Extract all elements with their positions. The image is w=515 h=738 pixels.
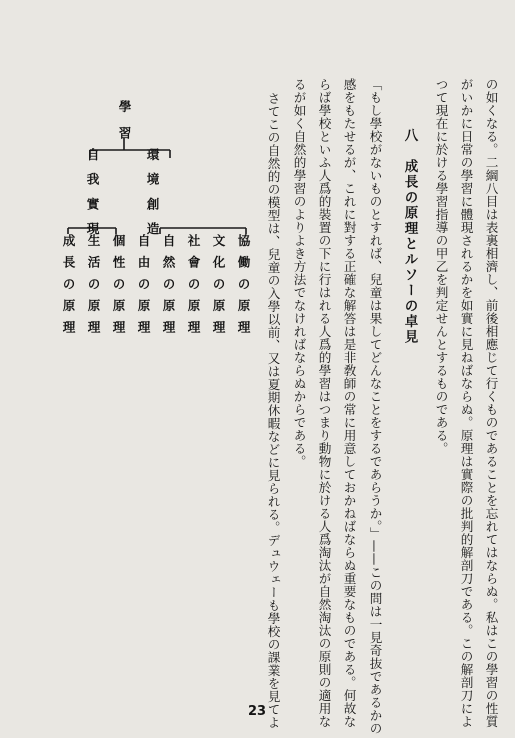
diagram-principle: 生活の原理 bbox=[85, 234, 101, 342]
text-line: 感をもたせるが、これに對する正確な解答は是非敎師の常に用意しておかねばならぬ重要なものである。何故な bbox=[341, 78, 357, 728]
diagram-principle: 自然の原理 bbox=[160, 234, 176, 342]
text-line: るが如く自然的學習のよりよき方法でなければならぬからである。 bbox=[291, 78, 307, 468]
diagram-group-right: 自我實現 bbox=[84, 148, 100, 247]
text-line: つて現在に於ける學習指導の甲乙を判定せんとするものである。 bbox=[433, 78, 449, 455]
text-line: らば學校といふ人爲的裝置の下に行はれる人爲的學習はつまり動物に於ける人爲淘汰が自然淘汰の原則の適用な bbox=[316, 78, 332, 728]
text-line: さてこの自然的の模型は、兒童の入學以前、又は夏期休暇などに見られる。デュウェーも學校の課業を見てよ bbox=[265, 92, 281, 729]
diagram-principle: 自由の原理 bbox=[135, 234, 151, 342]
diagram-principle: 協働の原理 bbox=[235, 234, 251, 342]
diagram-principle: 個性の原理 bbox=[110, 234, 126, 342]
text-line: 「もし學校がないものとすれば、兒童は果してどんなことをするであらうか。」——この問は一見奇抜であるかの bbox=[367, 78, 383, 735]
section-heading: 八 成長の原理とルソーの卓見 bbox=[401, 128, 418, 345]
diagram-principle: 社會の原理 bbox=[185, 234, 201, 342]
text-line: の如くなる。二綱八目は表裏相濟し、前後相應じて行くものであることを忘れてはならぬ。私はこの學習の性質 bbox=[483, 78, 499, 728]
page-number: 23 bbox=[247, 704, 267, 719]
diagram-root: 學習 bbox=[116, 100, 132, 154]
diagram-principle: 成長の原理 bbox=[60, 234, 76, 342]
text-line: がいかに日常の學習に體現されるかを如實に見ねばならぬ。原理は實際の批判的解剖刀である。この解剖刀によ bbox=[458, 78, 474, 728]
diagram-group-left: 環境創造 bbox=[144, 148, 160, 247]
diagram-brace bbox=[60, 128, 320, 248]
diagram-principle: 文化の原理 bbox=[210, 234, 226, 342]
